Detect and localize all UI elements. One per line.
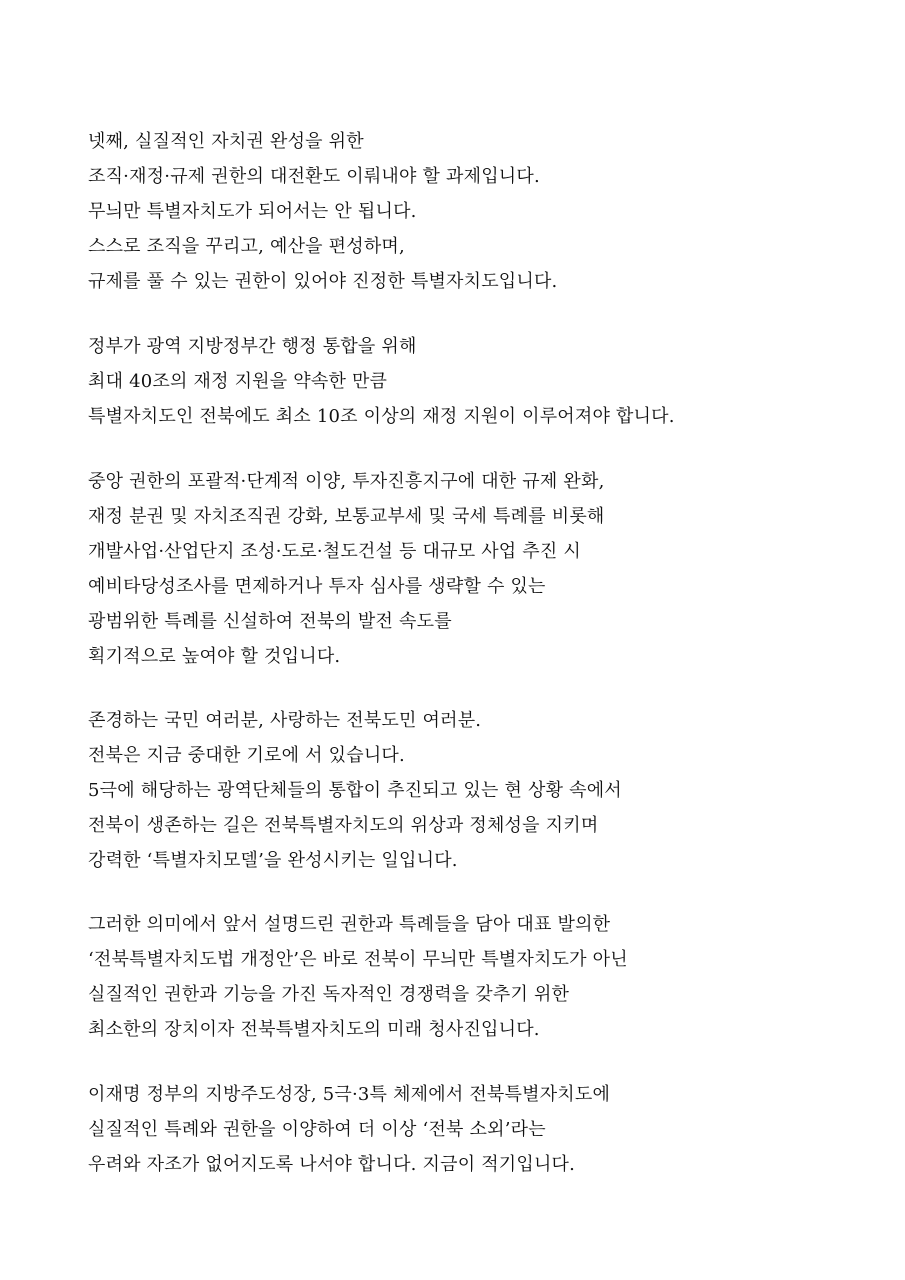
paragraph-address-citizens <box>88 703 865 878</box>
text-line: 강력한 ‘특별자치모델’을 완성시키는 일입니다. <box>88 850 458 871</box>
text-line: 5극에 해당하는 광역단체들의 통합이 추진되고 있는 현 상황 속에서 <box>88 780 622 801</box>
text-line: 그러한 의미에서 앞서 설명드린 권한과 특례들을 담아 대표 발의한 <box>88 914 611 935</box>
text-line: 최소한의 장치이자 전북특별자치도의 미래 청사진입니다. <box>88 1019 540 1040</box>
paragraph-fiscal-support <box>88 329 865 434</box>
paragraph-conclusion <box>88 1077 865 1182</box>
text-line: 이재명 정부의 지방주도성장, 5극·3특 체제에서 전북특별자치도에 <box>88 1084 611 1105</box>
text-line: 정부가 광역 지방정부간 행정 통합을 위해 <box>88 336 417 357</box>
text-line: 최대 40조의 재정 지원을 약속한 만큼 <box>88 371 388 392</box>
text-line: 우려와 자조가 없어지도록 나서야 합니다. 지금이 적기입니다. <box>88 1154 576 1175</box>
text-line: 실질적인 특례와 권한을 이양하여 더 이상 ‘전북 소외’라는 <box>88 1119 546 1140</box>
text-line: 개발사업·산업단지 조성·도로·철도건설 등 대규모 사업 추진 시 <box>88 541 581 562</box>
text-line: 무늬만 특별자치도가 되어서는 안 됩니다. <box>88 201 417 222</box>
paragraph-amendment-bill <box>88 907 865 1047</box>
text-line: 조직·재정·규제 권한의 대전환도 이뤄내야 할 과제입니다. <box>88 166 540 187</box>
text-line: 스스로 조직을 꾸리고, 예산을 편성하며, <box>88 236 405 257</box>
text-line: 전북은 지금 중대한 기로에 서 있습니다. <box>88 745 405 766</box>
text-line: 존경하는 국민 여러분, 사랑하는 전북도민 여러분. <box>88 710 482 731</box>
text-line: 재정 분권 및 자치조직권 강화, 보통교부세 및 국세 특례를 비롯해 <box>88 506 605 527</box>
text-line: 특별자치도인 전북에도 최소 10조 이상의 재정 지원이 이루어져야 합니다. <box>88 406 675 427</box>
text-line: 전북이 생존하는 길은 전북특별자치도의 위상과 정체성을 지키며 <box>88 815 599 836</box>
text-line: 광범위한 특례를 신설하여 전북의 발전 속도를 <box>88 611 452 632</box>
text-line: 규제를 풀 수 있는 권한이 있어야 진정한 특별자치도입니다. <box>88 271 558 292</box>
text-line: 예비타당성조사를 면제하거나 투자 심사를 생략할 수 있는 <box>88 576 546 597</box>
text-line: 실질적인 권한과 기능을 가진 독자적인 경쟁력을 갖추기 위한 <box>88 984 570 1005</box>
paragraph-special-provisions <box>88 464 865 674</box>
text-line: 중앙 권한의 포괄적·단계적 이양, 투자진흥지구에 대한 규제 완화, <box>88 471 605 492</box>
text-line: 획기적으로 높여야 할 것입니다. <box>88 646 341 667</box>
text-line: ‘전북특별자치도법 개정안’은 바로 전북이 무늬만 특별자치도가 아닌 <box>88 949 628 970</box>
text-line: 넷째, 실질적인 자치권 완성을 위한 <box>88 131 364 152</box>
paragraph-autonomy-authority <box>88 124 865 299</box>
